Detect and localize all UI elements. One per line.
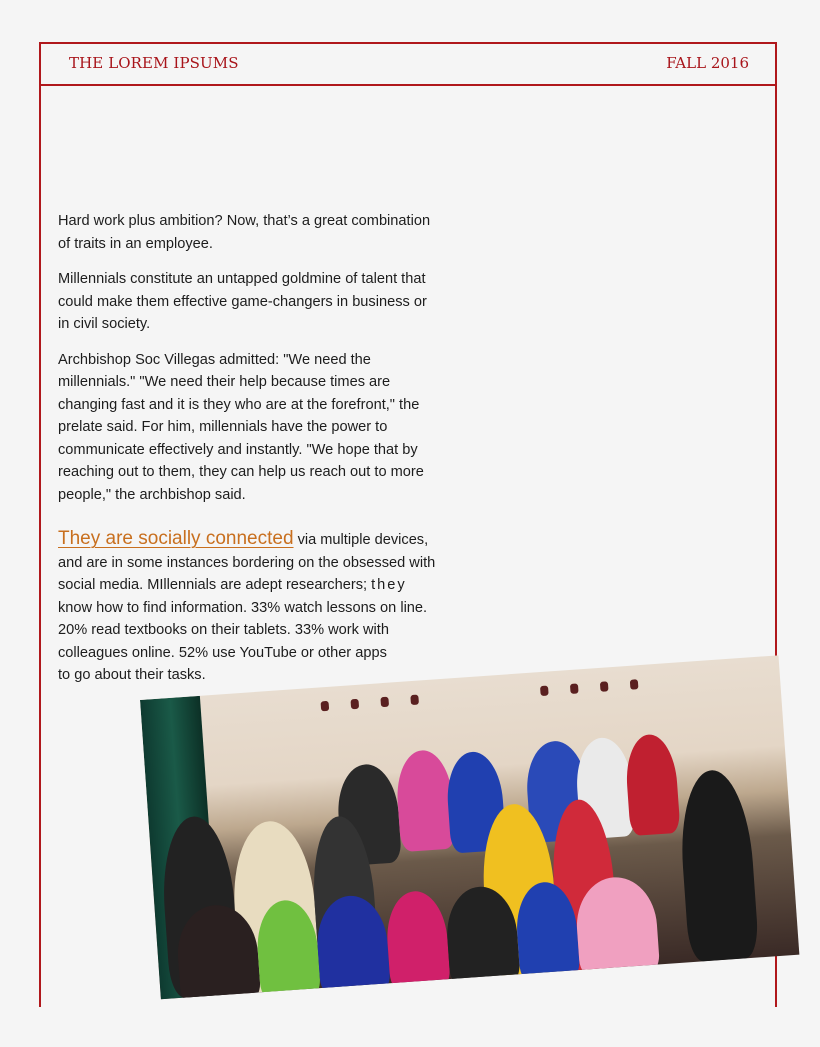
section-text: via multiple devices, and are in some instances bordering on the obsessed with social media. MIllennials are adept researchers; xyxy=(58,532,436,593)
stage-light-icon xyxy=(380,697,389,708)
section-text: know how to find information. 33% watch lessons on line. 20% read textbooks on their tablets. 33% work with colleagues online. 52% use YouTube or other apps xyxy=(58,599,428,661)
issue-season: FALL 2016 xyxy=(666,54,749,72)
stage-light-icon xyxy=(570,683,579,694)
stage-light-icon xyxy=(321,701,330,712)
newsletter-header xyxy=(41,44,775,86)
paragraph: Millennials constitute an untapped goldmine of talent that could make them effective game-changers in business or in civil society. xyxy=(58,271,427,332)
stage-light-icon xyxy=(630,679,639,690)
section-paragraph xyxy=(58,528,438,687)
stage-light-icon xyxy=(350,699,359,710)
stage-light-icon xyxy=(410,695,419,706)
stage-light-icon xyxy=(540,686,549,697)
section-text-spaced: they xyxy=(371,577,407,593)
section-text: to go about their tasks. xyxy=(58,667,206,683)
paragraph: Archbishop Soc Villegas admitted: "We need the millennials." "We need their help because times are changing fast and it is they who are at the forefront," the prelate said. For him, millennials have the power to communicate effectively and instantly. "We hope that by reaching out to them, they can help us reach out to more people," the archbishop said. xyxy=(58,351,424,503)
highlight-heading: They are socially connected xyxy=(58,528,294,549)
article-body xyxy=(58,210,438,687)
crowd xyxy=(145,725,799,999)
newsletter-title: THE LOREM IPSUMS xyxy=(69,54,239,72)
group-photo xyxy=(140,655,799,999)
paragraph: Hard work plus ambition? Now, that’s a great combination of traits in an employee. xyxy=(58,213,431,252)
stage-light-icon xyxy=(600,681,609,692)
